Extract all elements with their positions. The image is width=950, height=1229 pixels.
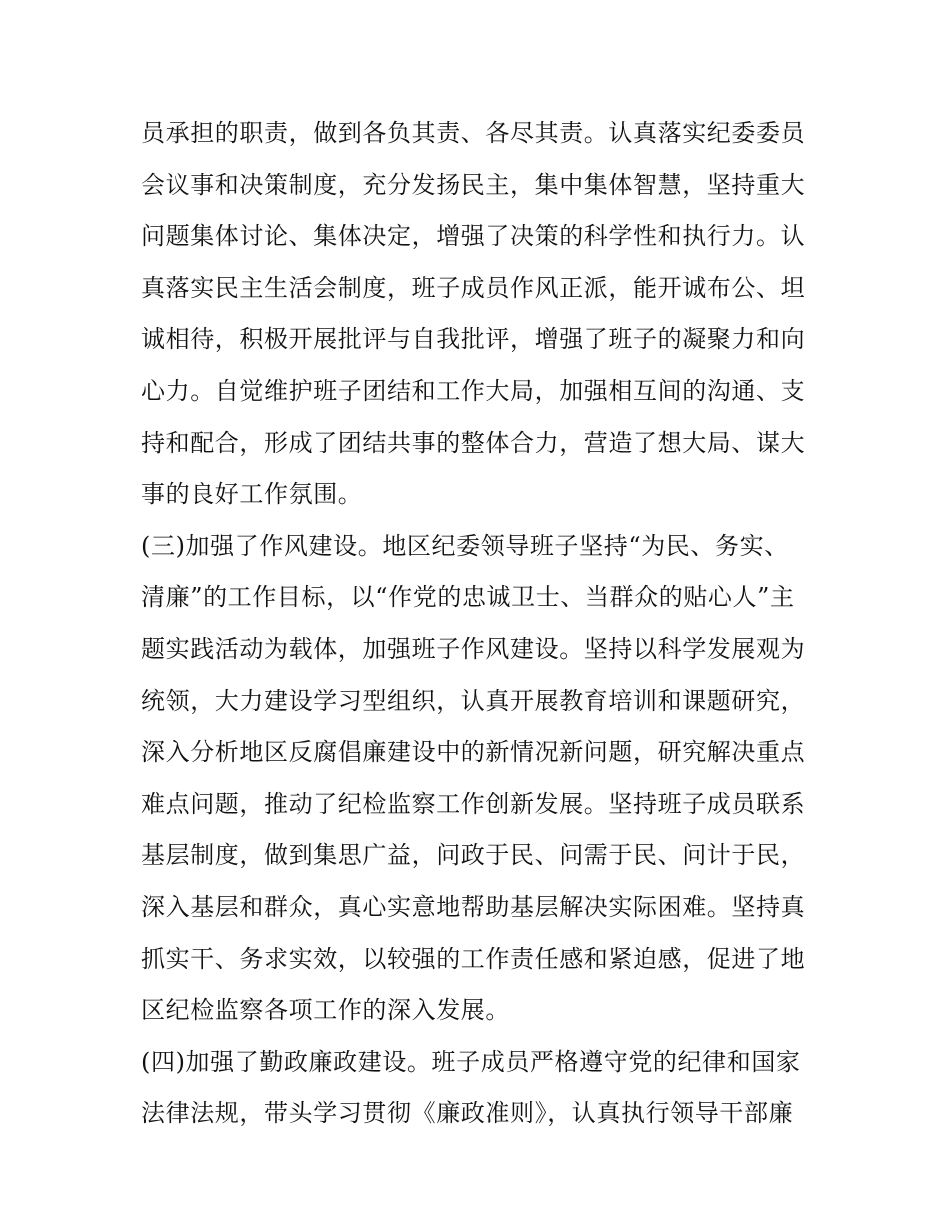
text-line: 事的良好工作氛围。 xyxy=(141,480,363,509)
text-line: 区纪检监察各项工作的深入发展。 xyxy=(141,996,510,1025)
text-line: 真落实民主生活会制度，班子成员作风正派，能开诚布公、坦 xyxy=(141,273,806,302)
document-body xyxy=(141,108,821,1140)
text-line: 员承担的职责，做到各负其责、各尽其责。认真落实纪委委员 xyxy=(141,119,806,147)
text-line: 心力。自觉维护班子团结和工作大局，加强相互间的沟通、支 xyxy=(141,376,806,405)
text-line: 问题集体讨论、集体决定，增强了决策的科学性和执行力。认 xyxy=(141,222,806,251)
text-line: 深入基层和群众，真心实意地帮助基层解决实际困难。坚持真 xyxy=(141,892,806,921)
text-line: 统领，大力建设学习型组织，认真开展教育培训和课题研究， xyxy=(141,686,806,715)
text-line: 基层制度，做到集思广益，问政于民、问需于民、问计于民， xyxy=(141,841,806,870)
section-heading-line: (四)加强了勤政廉政建设。班子成员严格遵守党的纪律和国家 xyxy=(141,1047,801,1076)
text-line: 题实践活动为载体，加强班子作风建设。坚持以科学发展观为 xyxy=(141,634,806,663)
text-line: 清廉”的工作目标，以“作党的忠诚卫士、当群众的贴心人”主 xyxy=(141,583,795,612)
text-line: 抓实干、务求实效，以较强的工作责任感和紧迫感，促进了地 xyxy=(141,944,806,973)
text-line: 难点问题，推动了纪检监察工作创新发展。坚持班子成员联系 xyxy=(141,789,806,818)
text-line: 法律法规，带头学习贯彻《廉政准则》，认真执行领导干部廉 xyxy=(141,1099,794,1128)
text-line: 会议事和决策制度，充分发扬民主，集中集体智慧，坚持重大 xyxy=(141,170,806,199)
section-heading-line: (三)加强了作风建设。地区纪委领导班子坚持“为民、务实、 xyxy=(141,531,789,560)
text-line: 持和配合，形成了团结共事的整体合力，营造了想大局、谋大 xyxy=(141,428,806,457)
text-line: 诚相待，积极开展批评与自我批评，增强了班子的凝聚力和向 xyxy=(141,325,806,354)
text-line: 深入分析地区反腐倡廉建设中的新情况新问题，研究解决重点 xyxy=(141,738,806,767)
